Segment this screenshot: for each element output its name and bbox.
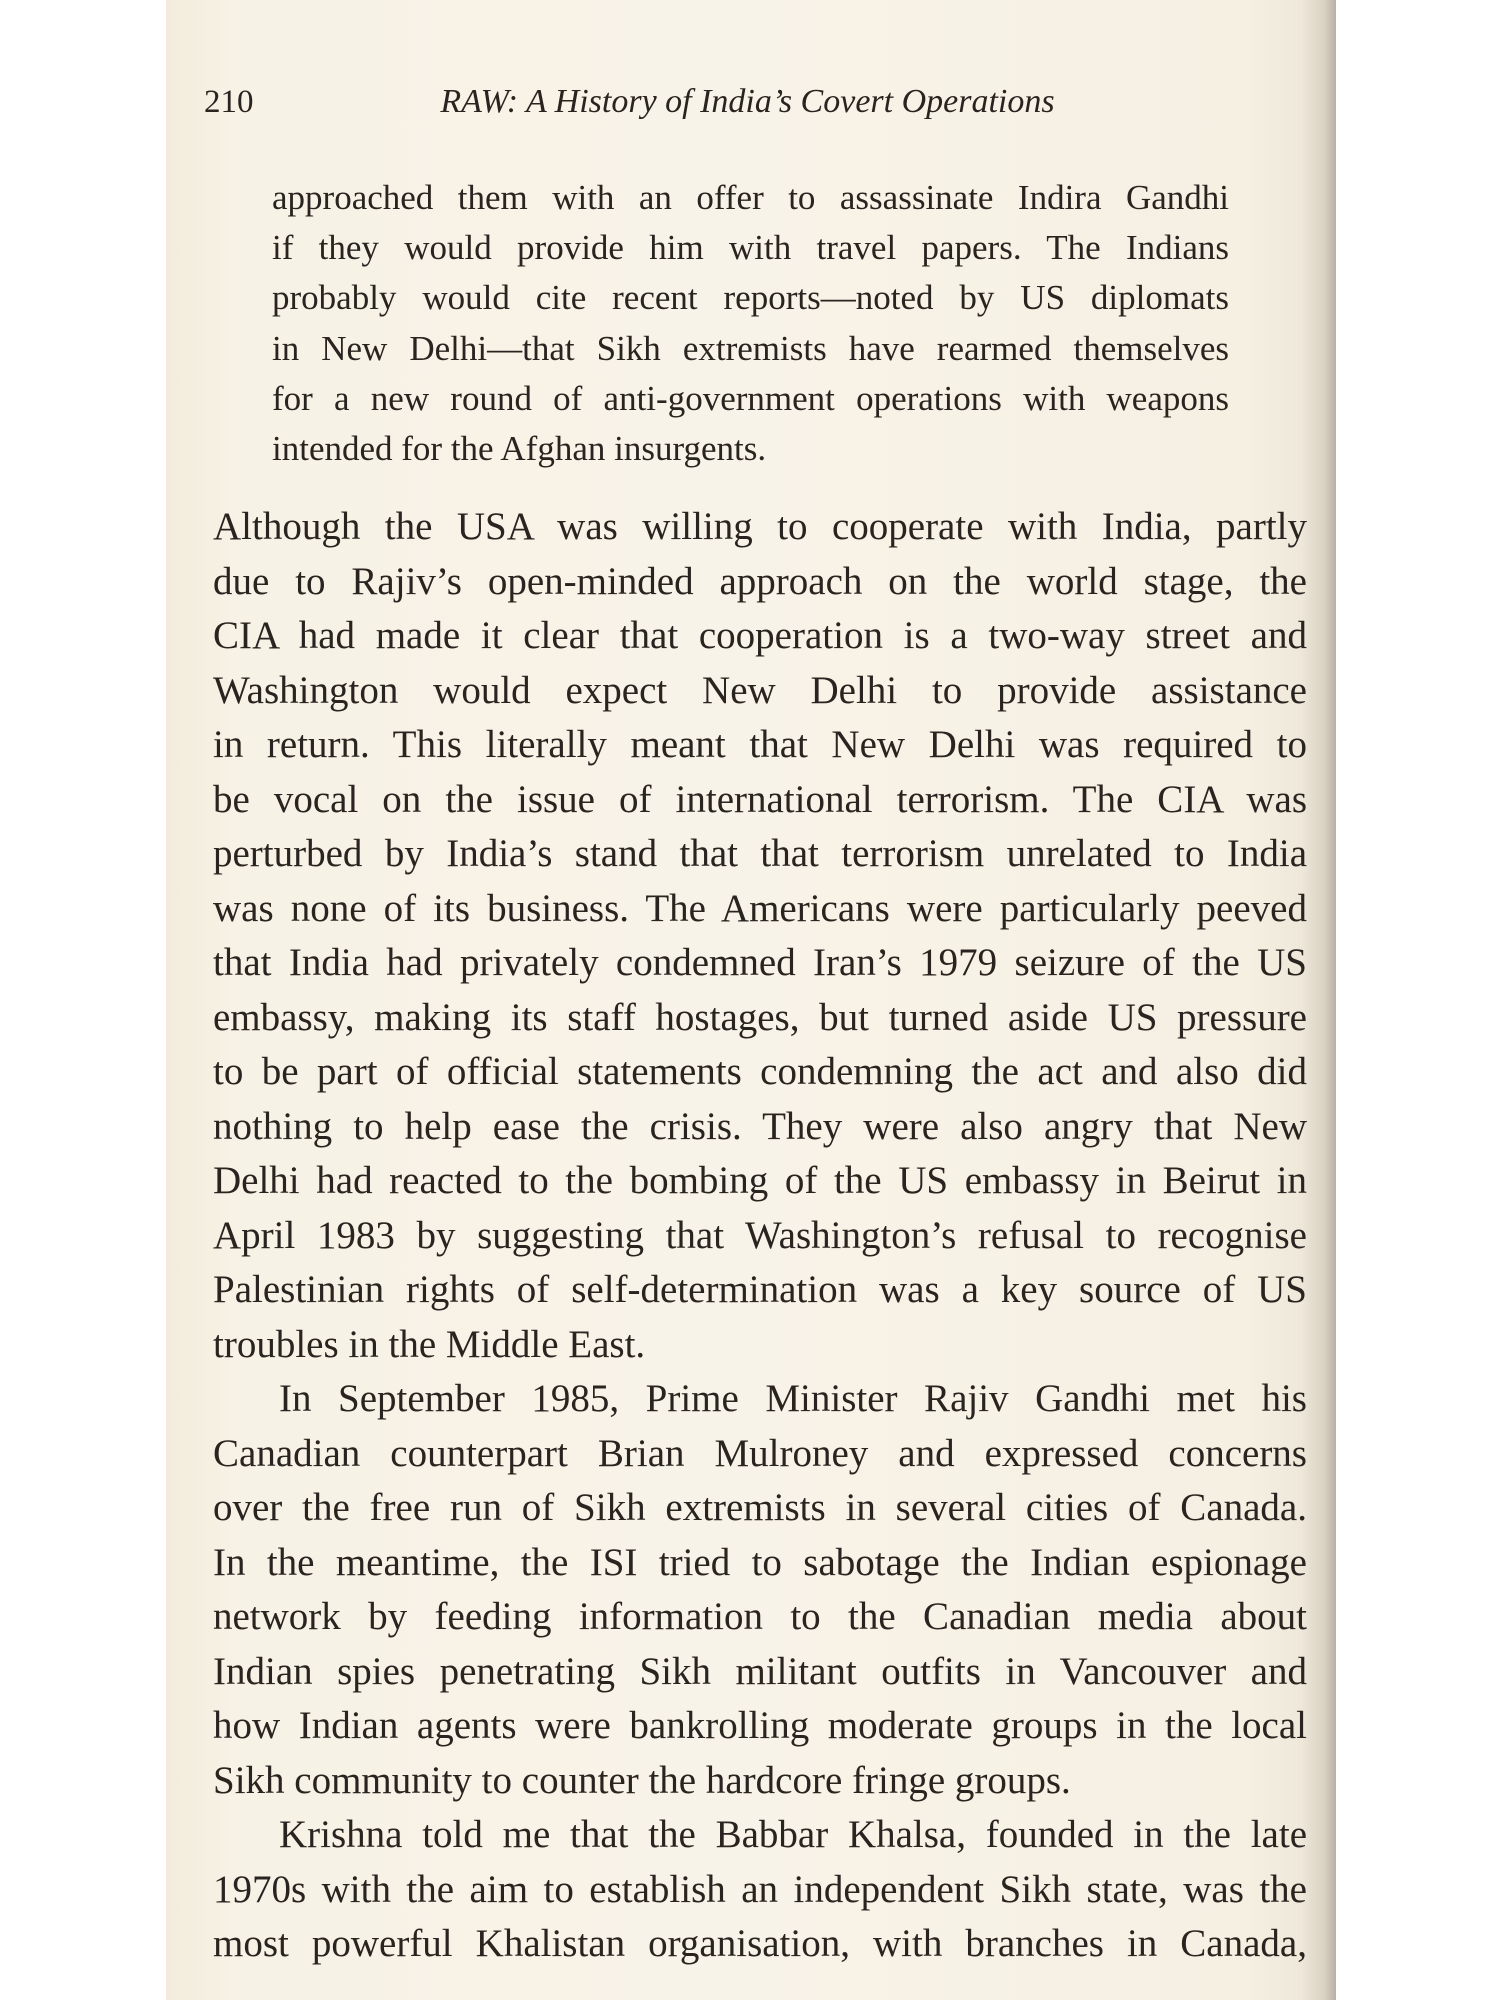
quote-line: in New Delhi—that Sikh extremists have rearmed themselves bbox=[272, 328, 1229, 368]
body-line: troubles in the Middle East. bbox=[213, 1322, 646, 1366]
body-line: to be part of official statements condemning the act and also did bbox=[213, 1050, 1307, 1093]
quote-line: for a new round of anti-government operations with weapons bbox=[272, 378, 1229, 418]
body-line: embassy, making its staff hostages, but turned aside US pressure bbox=[213, 995, 1307, 1039]
page-number: 210 bbox=[204, 84, 254, 120]
body-line: Although the USA was willing to cooperate with India, partly bbox=[213, 505, 1307, 548]
body-line: Krishna told me that the Babbar Khalsa, founded in the late bbox=[279, 1813, 1307, 1856]
body-line: Palestinian rights of self-determination was a key source of US bbox=[213, 1268, 1307, 1311]
body-line: perturbed by India’s stand that that terrorism unrelated to India bbox=[213, 832, 1307, 875]
body-text bbox=[213, 500, 1307, 1972]
running-title: RAW: A History of India’s Covert Operations bbox=[440, 83, 1055, 120]
paragraph bbox=[213, 500, 1307, 1372]
paragraph bbox=[213, 1372, 1307, 1808]
body-line: nothing to help ease the crisis. They were also angry that New bbox=[213, 1104, 1307, 1148]
body-line: in return. This literally meant that New Delhi was required to bbox=[213, 723, 1307, 766]
body-line: due to Rajiv’s open-minded approach on the world stage, the bbox=[213, 559, 1307, 603]
body-line: over the free run of Sikh extremists in several cities of Canada. bbox=[213, 1486, 1307, 1529]
paragraph bbox=[213, 1808, 1307, 1972]
body-line: be vocal on the issue of international terrorism. The CIA was bbox=[213, 777, 1307, 821]
quote-line: intended for the Afghan insurgents. bbox=[272, 428, 767, 468]
body-line: In September 1985, Prime Minister Rajiv Gandhi met his bbox=[279, 1377, 1307, 1420]
body-line: Washington would expect New Delhi to provide assistance bbox=[213, 668, 1307, 712]
body-line: Sikh community to counter the hardcore fringe groups. bbox=[213, 1758, 1071, 1802]
body-line: Canadian counterpart Brian Mulroney and expressed concerns bbox=[213, 1431, 1307, 1475]
body-line: Indian spies penetrating Sikh militant outfits in Vancouver and bbox=[213, 1649, 1307, 1693]
running-head bbox=[0, 0, 1500, 140]
quote-line: approached them with an offer to assassinate Indira Gandhi bbox=[272, 178, 1229, 217]
body-line: that India had privately condemned Iran’s 1979 seizure of the US bbox=[213, 941, 1307, 984]
body-line: network by feeding information to the Canadian media about bbox=[213, 1595, 1307, 1638]
block-quote bbox=[272, 173, 1229, 474]
body-line: Delhi had reacted to the bombing of the US embassy in Beirut in bbox=[213, 1159, 1307, 1202]
body-line: how Indian agents were bankrolling moderate groups in the local bbox=[213, 1704, 1307, 1747]
quote-line: if they would provide him with travel papers. The Indians bbox=[272, 228, 1229, 268]
body-line: In the meantime, the ISI tried to sabotage the Indian espionage bbox=[213, 1540, 1307, 1584]
body-line: was none of its business. The Americans were particularly peeved bbox=[213, 886, 1307, 930]
body-line: CIA had made it clear that cooperation is a two-way street and bbox=[213, 614, 1307, 657]
body-line: most powerful Khalistan organisation, with branches in Canada, bbox=[213, 1922, 1307, 1965]
quote-line: probably would cite recent reports—noted by US diplomats bbox=[272, 278, 1229, 318]
body-line: April 1983 by suggesting that Washington’s refusal to recognise bbox=[213, 1213, 1307, 1257]
body-line: 1970s with the aim to establish an independent Sikh state, was the bbox=[213, 1867, 1307, 1911]
